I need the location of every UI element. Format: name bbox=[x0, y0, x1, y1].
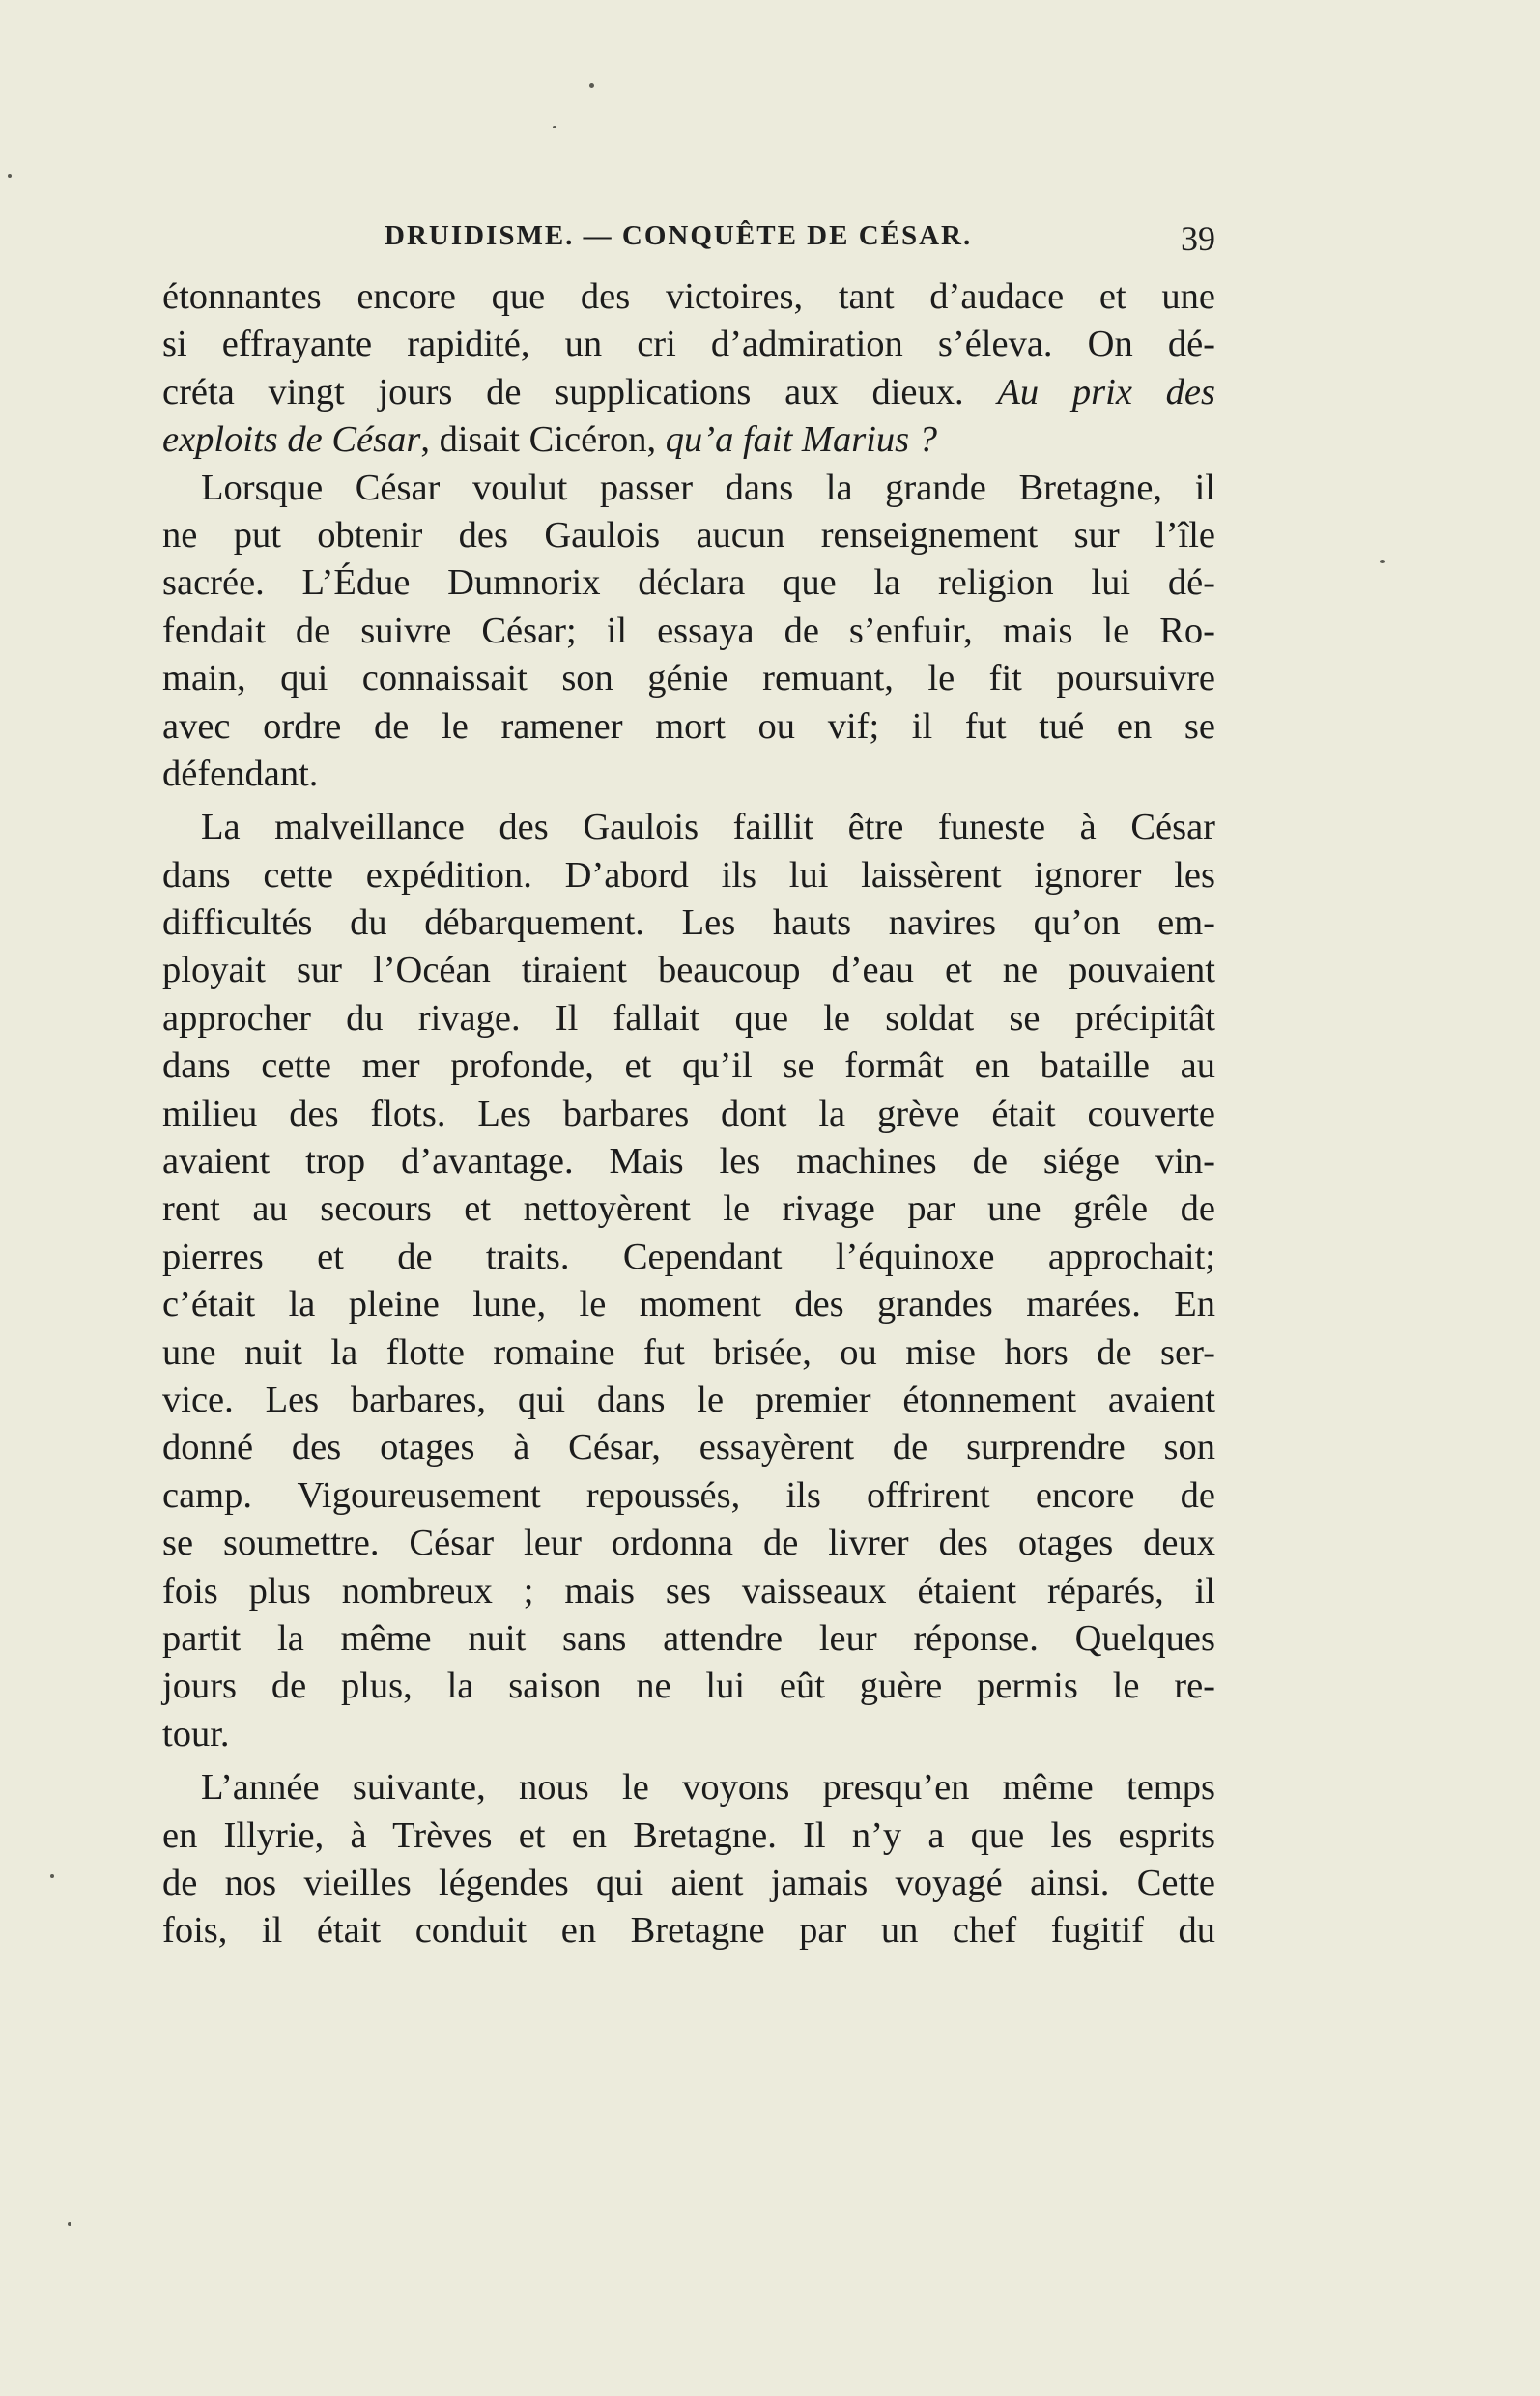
scan-speck bbox=[8, 174, 12, 178]
paragraph-2 bbox=[162, 465, 1215, 799]
text-line: en Illyrie, à Trèves et en Bretagne. Il n’y a que les esprits bbox=[162, 1814, 1215, 1856]
text-line: avaient trop d’avantage. Mais les machines de siége vin- bbox=[162, 1141, 1215, 1183]
text-line: fois plus nombreux ; mais ses vaisseaux étaient réparés, il bbox=[162, 1570, 1215, 1612]
text-line: une nuit la flotte romaine fut brisée, ou mise hors de ser- bbox=[162, 1331, 1215, 1373]
text-line: si effrayante rapidité, un cri d’admiration s’éleva. On dé- bbox=[162, 324, 1215, 365]
text-line: main, qui connaissait son génie remuant, le fit poursuivre bbox=[162, 658, 1215, 699]
text-line: Lorsque César voulut passer dans la grande Bretagne, il bbox=[201, 467, 1215, 508]
text-segment: créta vingt jours de supplications aux dieux. bbox=[162, 371, 964, 413]
text-line: ployait sur l’Océan tiraient beaucoup d’eau et ne pouvaient bbox=[162, 950, 1215, 991]
text-line: fois, il était conduit en Bretagne par un chef fugitif du bbox=[162, 1910, 1215, 1952]
text-line: défendant. bbox=[162, 753, 319, 794]
italic-text: exploits de César bbox=[162, 419, 421, 461]
italic-text: qu’a fait Marius ? bbox=[665, 419, 938, 461]
page-number: 39 bbox=[1181, 219, 1215, 258]
scan-speck bbox=[553, 126, 556, 128]
text-line: approcher du rivage. Il fallait que le soldat se précipitât bbox=[162, 997, 1215, 1039]
text-line: sacrée. L’Édue Dumnorix déclara que la religion lui dé- bbox=[162, 562, 1215, 604]
scan-speck bbox=[1380, 560, 1385, 563]
text-line: difficultés du débarquement. Les hauts navires qu’on em- bbox=[162, 902, 1215, 944]
text-line: dans cette expédition. D’abord ils lui laissèrent ignorer les bbox=[162, 854, 1215, 896]
text-line: se soumettre. César leur ordonna de livrer des otages deux bbox=[162, 1523, 1215, 1564]
text-line: L’année suivante, nous le voyons presqu’en même temps bbox=[201, 1767, 1215, 1809]
text-line: pierres et de traits. Cependant l’équinoxe approchait; bbox=[162, 1236, 1215, 1277]
paragraph-4 bbox=[162, 1764, 1215, 1955]
paragraph-1 bbox=[162, 273, 1215, 465]
text-line: jours de plus, la saison ne lui eût guère permis le re- bbox=[162, 1666, 1215, 1707]
italic-text: Au prix des bbox=[997, 371, 1215, 413]
text-line: rent au secours et nettoyèrent le rivage par une grêle de bbox=[162, 1188, 1215, 1230]
text-line: ne put obtenir des Gaulois aucun renseignement sur l’île bbox=[162, 514, 1215, 556]
scan-speck bbox=[68, 2222, 71, 2226]
text-line: milieu des flots. Les barbares dont la grève était couverte bbox=[162, 1093, 1215, 1134]
text-line: donné des otages à César, essayèrent de surprendre son bbox=[162, 1427, 1215, 1469]
text-line bbox=[162, 369, 1215, 416]
text-line: vice. Les barbares, qui dans le premier étonnement avaient bbox=[162, 1379, 1215, 1420]
text-line bbox=[162, 416, 1215, 464]
text-line: c’était la pleine lune, le moment des grandes marées. En bbox=[162, 1284, 1215, 1326]
text-line: avec ordre de le ramener mort ou vif; il fut tué en se bbox=[162, 705, 1215, 747]
body-text bbox=[162, 273, 1215, 1955]
running-title: DRUIDISME. — CONQUÊTE DE CÉSAR. bbox=[385, 220, 973, 251]
scan-speck bbox=[50, 1874, 54, 1878]
paragraph-3 bbox=[162, 804, 1215, 1758]
text-line: étonnantes encore que des victoires, tant d’audace et une bbox=[162, 276, 1215, 317]
text-line: camp. Vigoureusement repoussés, ils offrirent encore de bbox=[162, 1474, 1215, 1516]
text-line: partit la même nuit sans attendre leur réponse. Quelques bbox=[162, 1617, 1215, 1659]
text-line: dans cette mer profonde, et qu’il se formât en bataille au bbox=[162, 1045, 1215, 1087]
text-segment: , disait Cicéron, bbox=[420, 419, 666, 461]
text-line: tour. bbox=[162, 1713, 230, 1754]
scan-speck bbox=[589, 83, 594, 88]
text-line: fendait de suivre César; il essaya de s’enfuir, mais le Ro- bbox=[162, 610, 1215, 651]
text-line: La malveillance des Gaulois faillit être funeste à César bbox=[201, 807, 1215, 848]
text-line: de nos vieilles légendes qui aient jamais voyagé ainsi. Cette bbox=[162, 1862, 1215, 1903]
running-head bbox=[162, 218, 1215, 261]
